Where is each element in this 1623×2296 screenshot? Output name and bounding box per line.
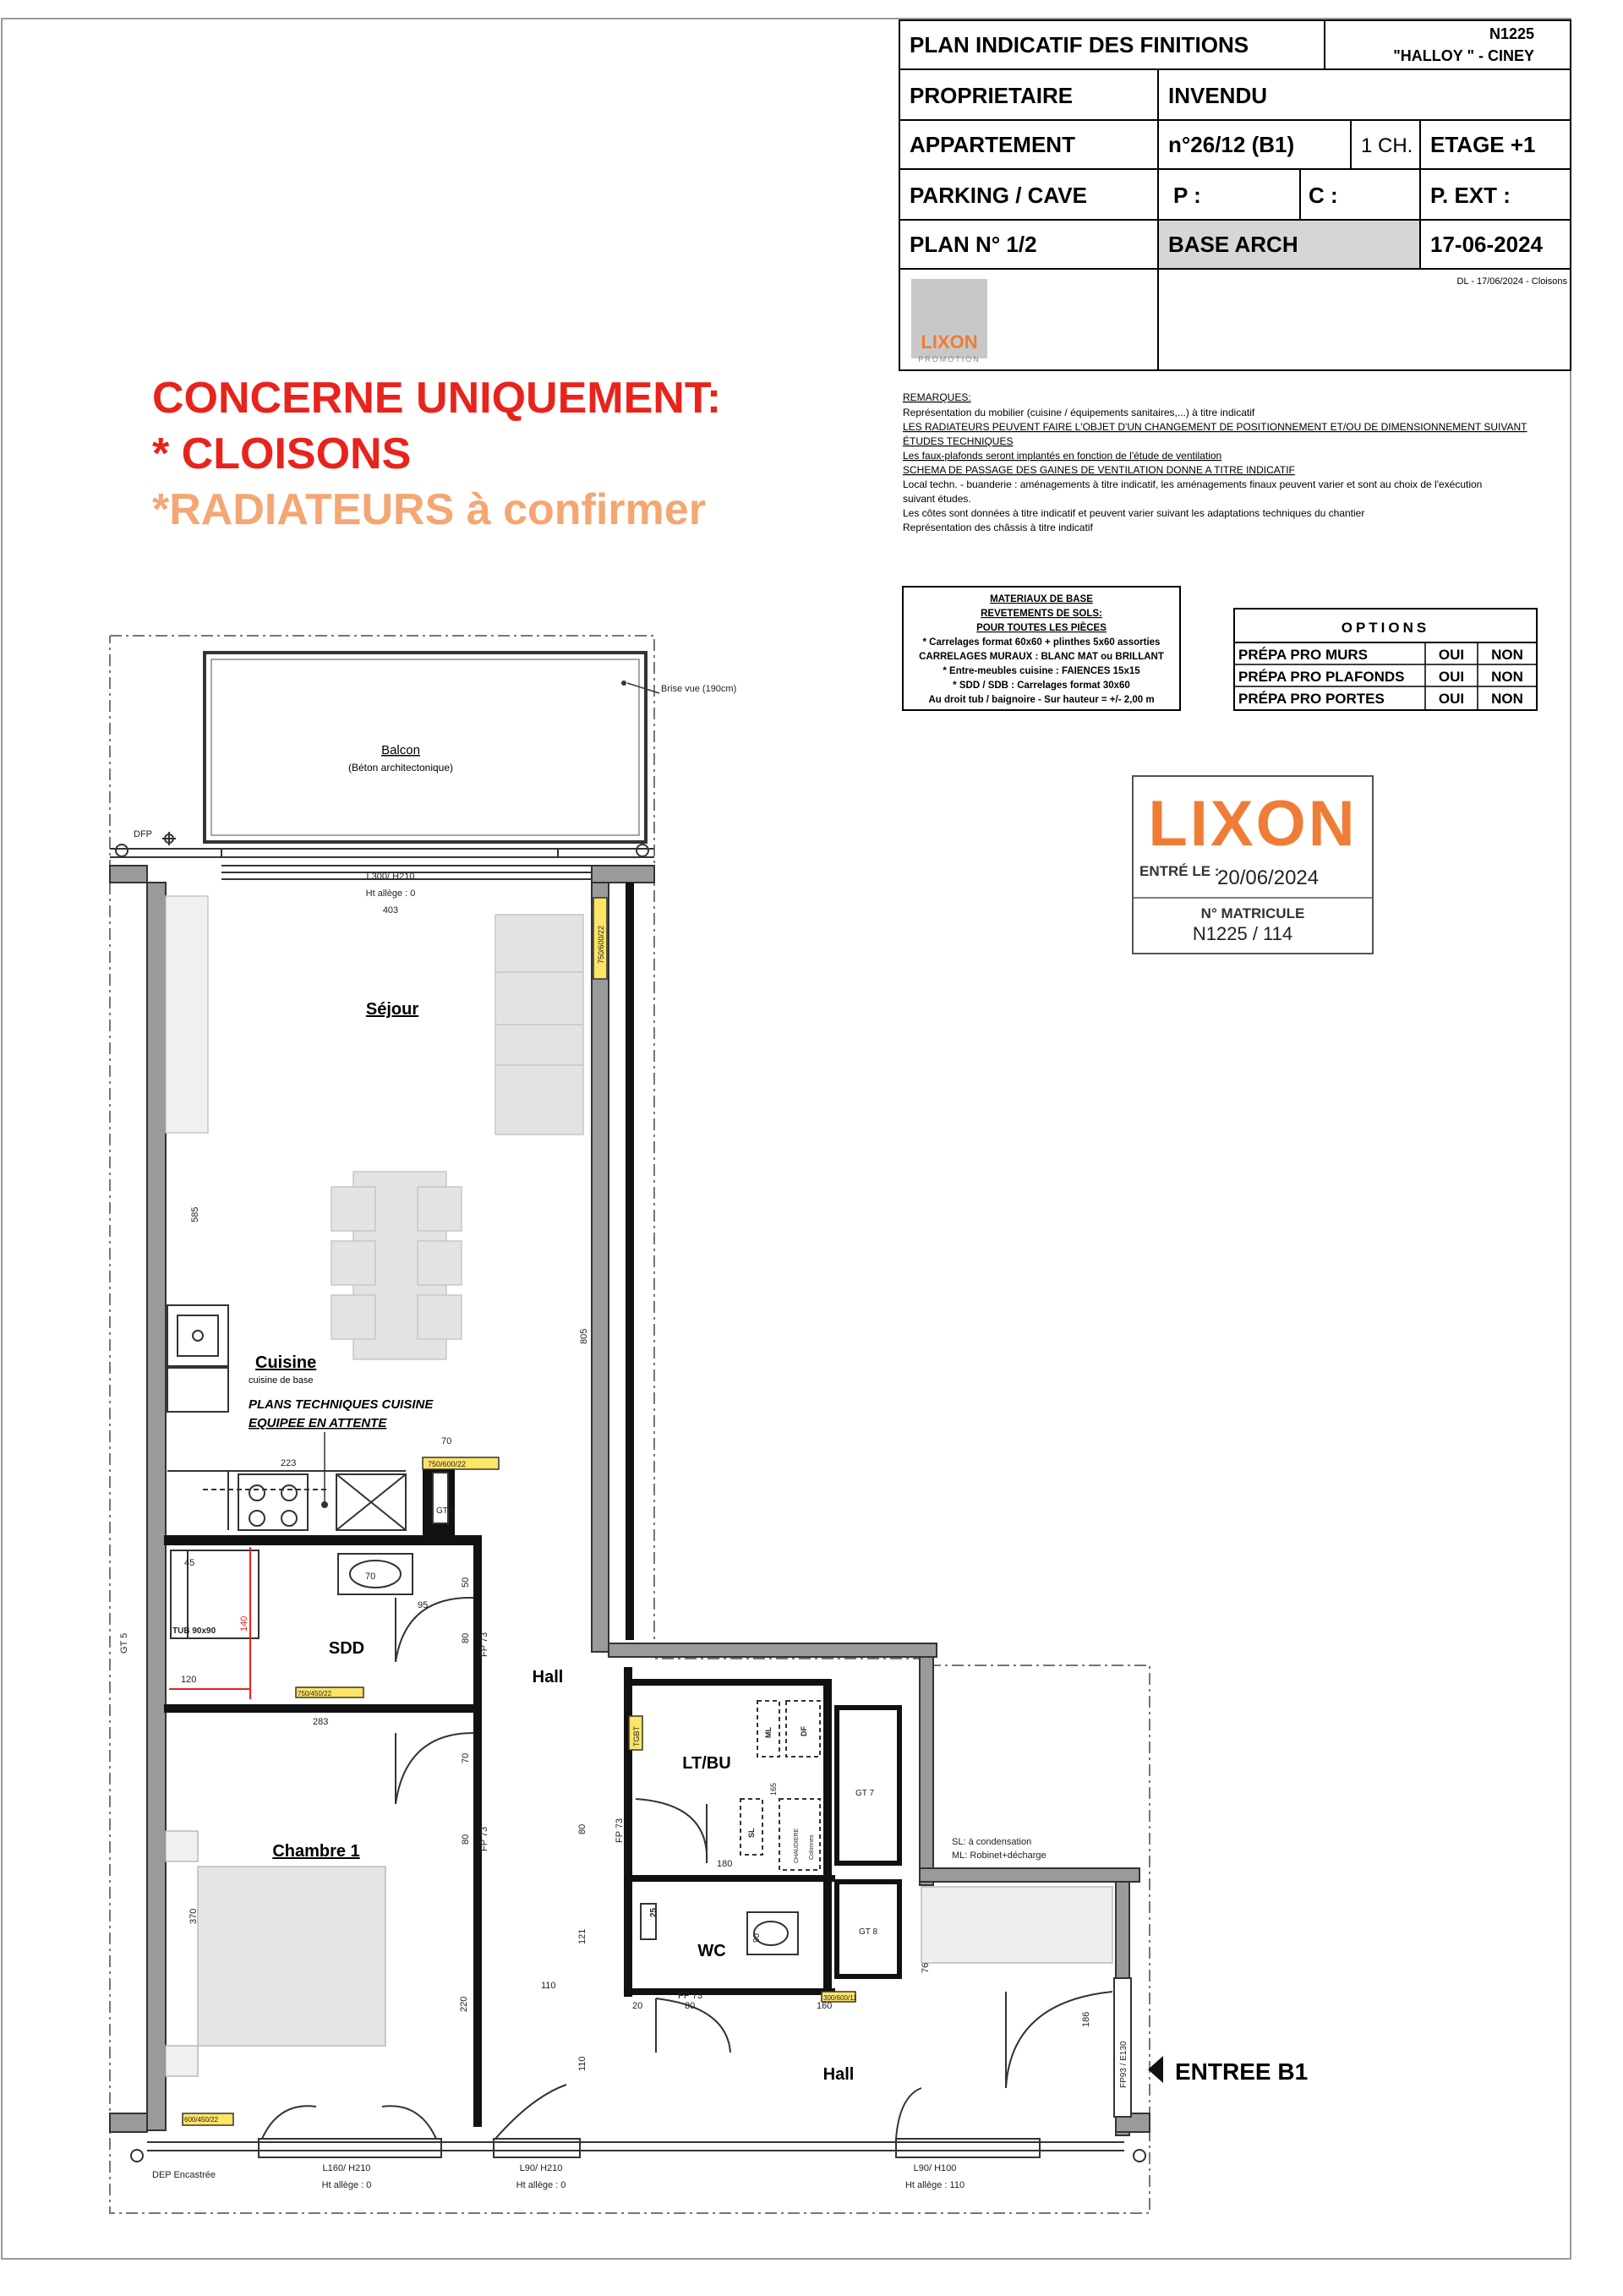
sdd-fixtures bbox=[171, 1550, 473, 1662]
materials-box bbox=[903, 587, 1180, 710]
row-parking-c: C : bbox=[1309, 183, 1338, 208]
row-proprietaire-label: PROPRIETAIRE bbox=[910, 83, 1074, 108]
dim-585: 585 bbox=[190, 1206, 200, 1222]
label-radiator-chambre: 600/450/22 bbox=[184, 2116, 219, 2124]
lixon-stamp bbox=[1133, 776, 1373, 954]
remark-line: Local techn. - buanderie : aménagements à titre indicatif, les aménagements finaux peuvent varier et sont au choix de l'exécution bbox=[903, 478, 1483, 490]
label-fp93: FP93 / E130 bbox=[1119, 2041, 1128, 2088]
stamp-logo: LIXON bbox=[1148, 788, 1358, 860]
materials-line: Au droit tub / baignoire - Sur hauteur = +/- 2,00 m bbox=[928, 695, 1155, 705]
dim-45: 45 bbox=[184, 1558, 195, 1568]
dim-140: 140 bbox=[239, 1615, 249, 1632]
row-parking-p: P : bbox=[1173, 183, 1201, 208]
label-brise-vue: Brise vue (190cm) bbox=[661, 684, 737, 694]
notice-block bbox=[152, 374, 721, 534]
remark-line: suivant études. bbox=[903, 493, 971, 505]
remarks-title: REMARQUES: bbox=[903, 391, 971, 403]
dim-80-chambre: 80 bbox=[461, 1834, 471, 1845]
label-sl: SL bbox=[747, 1828, 756, 1838]
materials-line: CARRELAGES MURAUX : BLANC MAT ou BRILLANT bbox=[919, 652, 1164, 662]
stamp-entry-label: ENTRÉ LE : bbox=[1139, 863, 1220, 879]
label-window-l90-h100: L90/ H100 bbox=[913, 2163, 957, 2173]
svg-text:LIXON: LIXON bbox=[921, 331, 978, 353]
ltbu-fixtures bbox=[636, 1701, 820, 1870]
label-chaudiere: CHAUDIERE bbox=[794, 1828, 800, 1863]
notice-line-3: *RADIATEURS à confirmer bbox=[152, 485, 706, 534]
note-sl: SL: à condensation bbox=[952, 1837, 1032, 1847]
dim-110-hall: 110 bbox=[541, 1981, 556, 1991]
label-fp73-ltbu: FP 73 bbox=[615, 1818, 625, 1843]
label-fp73-sdd: FP 73 bbox=[479, 1632, 489, 1657]
dim-120: 120 bbox=[181, 1675, 197, 1685]
label-gt6: GT 6 bbox=[436, 1506, 456, 1516]
label-tub: TUB 90x90 bbox=[172, 1626, 216, 1636]
remark-line: Représentation des châssis à titre indicatif bbox=[903, 522, 1093, 533]
room-hall-entree: Hall bbox=[822, 2065, 855, 2084]
stamp-entry-date: 20/06/2024 bbox=[1217, 866, 1320, 889]
label-tgbt: TGBT bbox=[632, 1726, 641, 1747]
label-allege-0-chambre: Ht allège : 0 bbox=[321, 2180, 372, 2190]
row-appartement-chambres: 1 CH. bbox=[1361, 134, 1413, 157]
plans-techniques-line-2: EQUIPEE EN ATTENTE bbox=[249, 1416, 387, 1430]
header-ref-code: N1225 bbox=[1489, 25, 1534, 42]
dim-160: 160 bbox=[817, 2001, 833, 2011]
materials-line: REVETEMENTS DE SOLS: bbox=[981, 609, 1102, 619]
dim-20: 20 bbox=[632, 2001, 643, 2011]
label-radiator-wc: 300/600/11 bbox=[823, 1994, 857, 2002]
header-project: "HALLOY " - CINEY bbox=[1393, 47, 1534, 64]
label-window-l160: L160/ H210 bbox=[322, 2163, 371, 2173]
label-radiator-sdd: 750/450/22 bbox=[298, 1690, 332, 1697]
floor-plan bbox=[110, 636, 1308, 2213]
dim-80-hall: 80 bbox=[577, 1823, 587, 1834]
row-plan-date: 17-06-2024 bbox=[1430, 232, 1543, 257]
label-allege-110: Ht allège : 110 bbox=[904, 2180, 965, 2190]
dim-110-hall-bottom: 110 bbox=[577, 2056, 587, 2071]
dim-70-chambre: 70 bbox=[461, 1752, 471, 1763]
stamp-matricule-value: N1225 / 114 bbox=[1192, 923, 1293, 944]
row-appartement-etage: ETAGE +1 bbox=[1430, 132, 1536, 157]
dim-70-sdd: 70 bbox=[365, 1572, 376, 1582]
notice-line-1: CONCERNE UNIQUEMENT: bbox=[152, 374, 722, 423]
dim-90: 90 bbox=[752, 1932, 762, 1943]
entry-door[interactable] bbox=[1006, 1978, 1131, 2117]
room-chambre-1: Chambre 1 bbox=[272, 1842, 360, 1861]
option-yes[interactable]: OUI bbox=[1438, 647, 1465, 663]
remark-line: Les faux-plafonds seront implantés en fonction de l'étude de ventilation bbox=[903, 450, 1222, 462]
materials-line: POUR TOUTES LES PIÈCES bbox=[976, 623, 1107, 633]
row-plan-label: PLAN N° 1/2 bbox=[910, 232, 1037, 257]
label-radiator-sejour: 750/600/22 bbox=[597, 925, 605, 964]
label-dfp: DFP bbox=[134, 829, 152, 839]
option-no[interactable]: NON bbox=[1491, 647, 1523, 663]
room-ltbu: LT/BU bbox=[682, 1754, 731, 1773]
room-cuisine-sub: cuisine de base bbox=[249, 1375, 314, 1386]
bed bbox=[166, 1831, 385, 2076]
label-gt8: GT 8 bbox=[859, 1927, 878, 1937]
materials-line: * Entre-meubles cuisine : FAIENCES 15x15 bbox=[943, 666, 1140, 676]
room-wc: WC bbox=[697, 1942, 726, 1960]
dim-50: 50 bbox=[461, 1577, 471, 1588]
dim-370: 370 bbox=[189, 1908, 199, 1924]
dim-25: 25 bbox=[649, 1907, 658, 1917]
dim-220: 220 bbox=[459, 1996, 469, 2012]
dim-403: 403 bbox=[382, 905, 399, 916]
entree-label: ENTREE B1 bbox=[1175, 2058, 1309, 2085]
option-label: PRÉPA PRO PLAFONDS bbox=[1238, 669, 1405, 685]
label-dep-encastree: DEP Encastrée bbox=[152, 2170, 216, 2180]
dim-121: 121 bbox=[577, 1928, 587, 1944]
label-allege-0: Ht allège : 0 bbox=[365, 888, 416, 899]
options-title: OPTIONS bbox=[1341, 620, 1430, 636]
option-no[interactable]: NON bbox=[1491, 691, 1523, 707]
plans-techniques-line-1: PLANS TECHNIQUES CUISINE bbox=[249, 1397, 434, 1412]
stamp-matricule-label: N° MATRICULE bbox=[1200, 905, 1305, 921]
materials-line: MATERIAUX DE BASE bbox=[990, 594, 1093, 604]
materials-line: * Carrelages format 60x60 + plinthes 5x60 assorties bbox=[922, 637, 1161, 648]
dim-70: 70 bbox=[441, 1436, 452, 1446]
remark-line: SCHEMA DE PASSAGE DES GAINES DE VENTILATION DONNE A TITRE INDICATIF bbox=[903, 464, 1295, 476]
label-fp73-chambre: FP 73 bbox=[479, 1826, 489, 1851]
label-colonnes: Colonnes bbox=[809, 1834, 815, 1860]
label-window-l300: L300/ H210 bbox=[366, 872, 415, 882]
room-balcon-sub: (Béton architectonique) bbox=[347, 762, 454, 774]
room-balcon: Balcon bbox=[381, 743, 420, 757]
room-sdd: SDD bbox=[328, 1639, 365, 1658]
label-df: DF bbox=[800, 1726, 808, 1736]
label-window-l90: L90/ H210 bbox=[519, 2163, 563, 2173]
row-parking-ext: P. EXT : bbox=[1430, 183, 1511, 208]
notice-line-2: * CLOISONS bbox=[152, 429, 412, 478]
label-fp73-wc: FP 73 bbox=[678, 1991, 703, 2001]
row-parking-label: PARKING / CAVE bbox=[910, 183, 1087, 208]
dim-805: 805 bbox=[579, 1328, 589, 1344]
options-table bbox=[1234, 609, 1537, 710]
header-table bbox=[899, 20, 1571, 370]
remark-line: LES RADIATEURS PEUVENT FAIRE L'OBJET D'UN CHANGEMENT DE POSITIONNEMENT ET/OU DE DIMENSIONNEMENT SUIVANT bbox=[903, 421, 1527, 433]
dim-186: 186 bbox=[1081, 2011, 1091, 2027]
dining-furniture bbox=[166, 896, 583, 1359]
option-label: PRÉPA PRO MURS bbox=[1238, 647, 1369, 663]
remark-line: ÉTUDES TECHNIQUES bbox=[903, 435, 1014, 447]
option-label: PRÉPA PRO PORTES bbox=[1238, 691, 1385, 707]
note-ml: ML: Robinet+décharge bbox=[952, 1850, 1046, 1861]
label-ml: ML bbox=[764, 1727, 773, 1738]
label-gt5: GT 5 bbox=[119, 1632, 129, 1654]
dim-95: 95 bbox=[418, 1600, 429, 1610]
dim-180: 180 bbox=[717, 1859, 733, 1869]
dim-80-sdd: 80 bbox=[461, 1632, 471, 1643]
remarks-block bbox=[903, 391, 1527, 533]
remark-line: Représentation du mobilier (cuisine / équipements sanitaires,...) à titre indicatif bbox=[903, 407, 1255, 418]
cupboard bbox=[921, 1887, 1112, 1963]
header-title: PLAN INDICATIF DES FINITIONS bbox=[910, 32, 1249, 57]
revision-note: DL - 17/06/2024 - Cloisons bbox=[1456, 276, 1567, 287]
remark-line: Les côtes sont données à titre indicatif et peuvent varier suivant les adaptations techniques du chantier bbox=[903, 507, 1365, 519]
wc-fixtures bbox=[641, 1904, 798, 2053]
materials-line: * SDD / SDB : Carrelages format 30x60 bbox=[953, 681, 1130, 691]
label-allege-0-hall: Ht allège : 0 bbox=[516, 2180, 566, 2190]
dim-223: 223 bbox=[281, 1458, 297, 1468]
row-appartement-value: n°26/12 (B1) bbox=[1168, 132, 1295, 157]
option-yes[interactable]: OUI bbox=[1438, 691, 1465, 707]
row-appartement-label: APPARTEMENT bbox=[910, 132, 1075, 157]
label-radiator-cuisine: 750/600/22 bbox=[428, 1460, 467, 1468]
row-plan-value: BASE ARCH bbox=[1168, 232, 1298, 257]
room-sejour: Séjour bbox=[365, 1000, 419, 1019]
option-no[interactable]: NON bbox=[1491, 669, 1523, 685]
option-yes[interactable]: OUI bbox=[1438, 669, 1465, 685]
label-gt7: GT 7 bbox=[855, 1789, 875, 1798]
row-proprietaire-value: INVENDU bbox=[1168, 83, 1268, 108]
dim-80-wc: 80 bbox=[685, 2001, 696, 2011]
bottom-windows bbox=[131, 2085, 1145, 2162]
room-cuisine: Cuisine bbox=[255, 1353, 317, 1372]
room-hall: Hall bbox=[532, 1668, 564, 1686]
dim-165: 165 bbox=[769, 1782, 778, 1796]
dim-76: 76 bbox=[921, 1962, 931, 1973]
lixon-promotion-logo bbox=[911, 279, 987, 364]
dim-283: 283 bbox=[313, 1717, 329, 1727]
svg-text:PROMOTION: PROMOTION bbox=[918, 355, 981, 364]
